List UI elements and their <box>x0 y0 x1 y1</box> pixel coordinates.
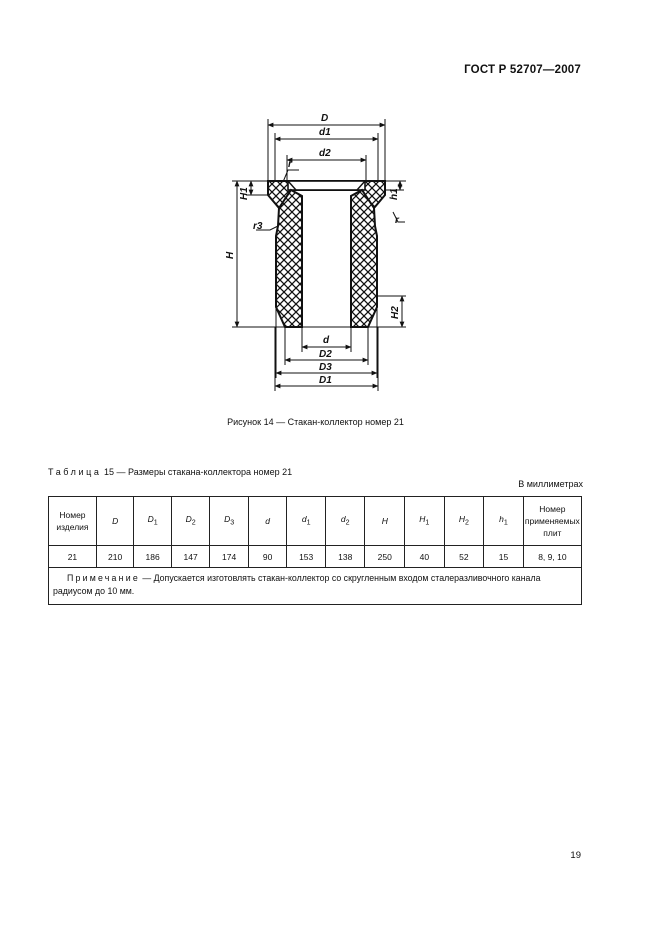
table-cell: 52 <box>444 546 484 568</box>
header-cell: Номер применяемых плит <box>523 497 581 546</box>
table-cell: 174 <box>210 546 249 568</box>
header-cell: D <box>96 497 133 546</box>
header-cell: H <box>365 497 405 546</box>
label-H: H <box>225 251 236 259</box>
label-r-top: r <box>288 159 292 170</box>
collector-cup-drawing <box>0 0 661 420</box>
label-H2: H2 <box>390 306 401 319</box>
figure-caption: Рисунок 14 — Стакан-коллектор номер 21 <box>227 417 404 427</box>
left-wall <box>276 190 302 327</box>
table-header-row <box>49 497 582 546</box>
header-cell: $h_1$ <box>484 497 524 546</box>
table-cell: 186 <box>134 546 171 568</box>
table-cell: 153 <box>287 546 326 568</box>
note-text: — Допускается изготовлять стакан-коллектор со скругленным входом сталеразливочного канала радиусом до 10 мм. <box>53 573 541 596</box>
table-note-row <box>49 568 582 605</box>
label-H1: H1 <box>239 187 250 200</box>
label-d1: d1 <box>319 127 331 138</box>
label-r3: r3 <box>253 221 263 232</box>
label-h1: h1 <box>389 188 400 200</box>
table-cell: 138 <box>325 546 365 568</box>
table-units: В миллиметрах <box>518 479 583 489</box>
label-D: D <box>321 113 329 124</box>
document-code: ГОСТ Р 52707—2007 <box>464 64 581 76</box>
dimensions-table <box>48 496 582 605</box>
table-cell: 250 <box>365 546 405 568</box>
label-d: d <box>323 335 330 346</box>
table-title-rest: 15 — Размеры стакана-коллектора номер 21 <box>101 467 293 477</box>
table-cell: 210 <box>96 546 133 568</box>
table-row <box>49 546 582 568</box>
table-note <box>49 568 582 605</box>
label-D3: D3 <box>319 362 332 373</box>
table-cell: 40 <box>405 546 445 568</box>
label-d2: d2 <box>319 148 331 159</box>
header-cell: $H_2$ <box>444 497 484 546</box>
header-cell: $d_1$ <box>287 497 326 546</box>
note-lead: Примечание <box>67 573 140 583</box>
table-cell: 21 <box>49 546 97 568</box>
header-cell: $H_1$ <box>405 497 445 546</box>
technical-drawing <box>0 0 661 420</box>
table-cell: 90 <box>248 546 287 568</box>
table-title-lead: Таблица <box>48 467 102 477</box>
header-cell: $d_2$ <box>325 497 365 546</box>
header-cell: $D_2$ <box>171 497 210 546</box>
table-title <box>48 467 292 477</box>
header-cell: Номер изделия <box>49 497 97 546</box>
header-cell: $D_1$ <box>134 497 171 546</box>
header-cell: $D_3$ <box>210 497 249 546</box>
table-cell: 8, 9, 10 <box>523 546 581 568</box>
right-wall <box>351 190 377 327</box>
table-cell: 147 <box>171 546 210 568</box>
label-r-right: r <box>395 215 399 226</box>
table-cell: 15 <box>484 546 524 568</box>
header-cell: d <box>248 497 287 546</box>
page-number: 19 <box>570 850 581 861</box>
label-D1: D1 <box>319 375 332 386</box>
label-D2: D2 <box>319 349 332 360</box>
